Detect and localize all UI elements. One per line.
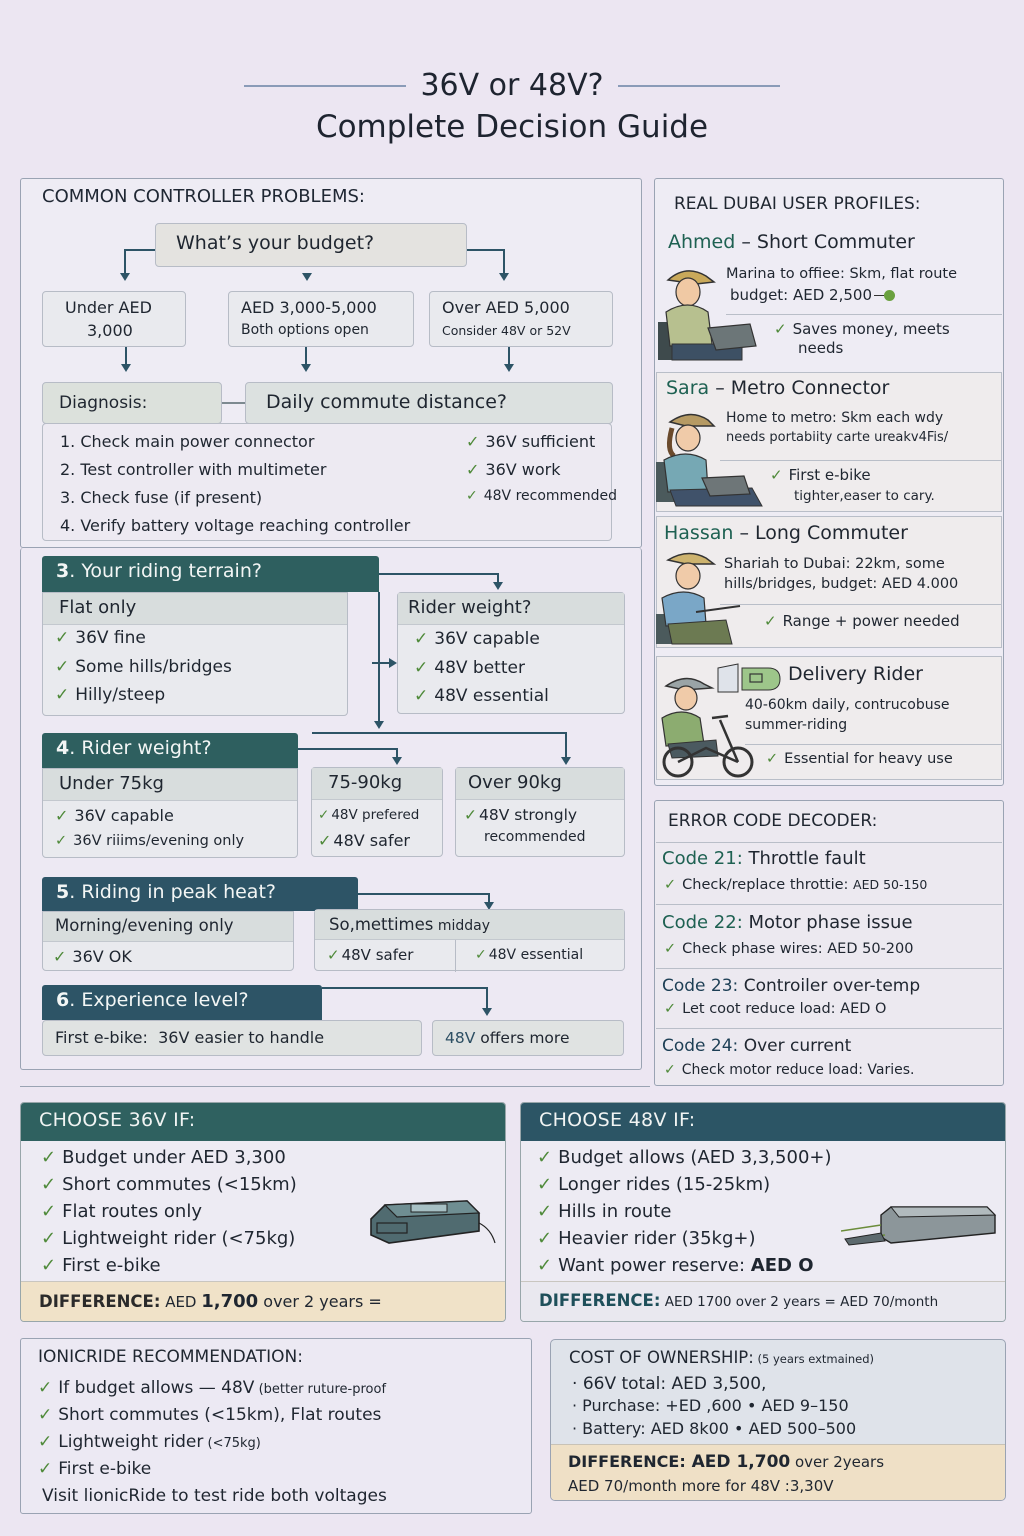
weight-item xyxy=(318,807,419,823)
choose-item-text: Budget under AED 3,300 xyxy=(62,1147,286,1168)
difference-prefix: AED xyxy=(160,1293,202,1311)
heat-item-text: 36V OK xyxy=(72,947,132,966)
controller-problems-heading: COMMON CONTROLLER PROBLEMS: xyxy=(42,186,365,207)
check-icon: ✓ xyxy=(55,657,70,677)
choose-item-text: Short commutes (<15km) xyxy=(62,1174,297,1195)
error-fix-text: Check phase wires: AED 50-200 xyxy=(682,941,914,957)
check-icon: ✓ xyxy=(55,806,69,825)
check-icon: ✓ xyxy=(464,806,477,824)
weight-75-90-box xyxy=(311,767,443,857)
title-rule-left xyxy=(244,85,406,87)
error-code-fix xyxy=(664,877,927,893)
commute-result-text: 36V sufficient xyxy=(485,432,596,451)
error-code-fix xyxy=(664,1062,914,1078)
subbox-item xyxy=(414,686,549,706)
recommendation-heading: IONICRIDE RECOMMENDATION: xyxy=(38,1347,303,1367)
experience-text xyxy=(55,1028,324,1047)
choose-36v-card xyxy=(20,1102,506,1322)
error-code-title xyxy=(662,1036,851,1056)
profile-role: – Short Commuter xyxy=(735,231,915,253)
connector xyxy=(305,347,307,365)
cost-diff-amount: AED 1,700 xyxy=(685,1452,791,1472)
connector xyxy=(565,732,567,758)
weight-item-text: 36V capable xyxy=(74,806,174,825)
question-6-header xyxy=(42,985,322,1020)
title-line2: Complete Decision Guide xyxy=(315,109,709,145)
error-fix-text: Let coot reduce load: AED O xyxy=(682,1001,887,1017)
diagnosis-label: Diagnosis: xyxy=(59,393,148,413)
check-icon: ✓ xyxy=(664,877,677,893)
check-icon: ✓ xyxy=(41,1201,57,1222)
profile-title xyxy=(664,522,908,544)
recommendation-item-text: First e-bike xyxy=(58,1459,152,1479)
arrow-down-icon xyxy=(561,757,571,765)
arrow-down-icon xyxy=(302,273,312,281)
commute-result xyxy=(466,432,595,451)
choose-48v-heading: CHOOSE 48V IF: xyxy=(521,1103,1005,1141)
check-icon: ✓ xyxy=(414,686,429,706)
arrow-down-icon xyxy=(392,757,402,765)
cost-difference xyxy=(568,1452,884,1472)
weight-item-text: 36V riiims/evening only xyxy=(73,833,245,849)
check-icon: ✓ xyxy=(766,751,779,767)
check-icon: ✓ xyxy=(53,947,67,966)
profile-role: – Metro Connector xyxy=(709,377,890,399)
check-icon: ✓ xyxy=(318,831,332,850)
error-code-title xyxy=(662,976,920,996)
question-5-header xyxy=(42,877,358,911)
choose-item-text: Budget allows (AED 3,3,500+) xyxy=(558,1147,832,1168)
check-icon: ✓ xyxy=(664,941,677,957)
recommendation-item xyxy=(38,1378,386,1398)
experience-label: First e-bike: xyxy=(55,1028,148,1047)
question-label: . Rider weight? xyxy=(69,737,212,759)
check-icon: ✓ xyxy=(38,1378,53,1398)
diagnosis-step: 4. Verify battery voltage reaching controller xyxy=(60,516,411,535)
connector xyxy=(312,732,567,734)
arrow-down-icon xyxy=(120,273,130,281)
page-title xyxy=(0,68,1024,145)
cost-bullet-text: Battery: AED 8k00 • AED 500–500 xyxy=(582,1419,857,1438)
budget-option-under-3000 xyxy=(42,291,186,347)
check-icon: ✓ xyxy=(327,946,340,964)
question-number: 5 xyxy=(56,881,70,903)
check-icon: ✓ xyxy=(537,1228,553,1249)
heat-item-text: 48V safer xyxy=(341,946,414,964)
difference-label: DIFFERENCE: xyxy=(39,1292,161,1311)
choose-36v-heading: CHOOSE 36V IF: xyxy=(21,1103,505,1141)
profile-desc: Home to metro: Skm each wdy xyxy=(726,410,944,426)
budget-option-label: Over AED 5,000 xyxy=(442,298,570,317)
budget-option-label: AED 3,000-5,000 xyxy=(241,298,377,317)
budget-question-box xyxy=(155,223,467,267)
error-code-number: Code 21: xyxy=(662,848,743,869)
difference-label: DIFFERENCE: xyxy=(539,1291,661,1310)
profile-role: – Long Commuter xyxy=(733,522,908,544)
profile-name: Hassan xyxy=(664,522,734,544)
cost-heading-text: COST OF OWNERSHIP: xyxy=(569,1348,754,1367)
diagnosis-label-box xyxy=(42,382,222,424)
arrow-down-icon xyxy=(482,1008,492,1016)
profile-result xyxy=(766,751,953,767)
divider xyxy=(656,842,1002,843)
check-icon: ✓ xyxy=(466,488,478,504)
check-icon: ✓ xyxy=(475,947,487,963)
heat-head-part: midday xyxy=(433,918,491,934)
check-icon: ✓ xyxy=(38,1405,53,1425)
error-fix-cost: AED 50-150 xyxy=(853,877,928,892)
recommendation-item xyxy=(38,1405,381,1425)
cost-diff-suffix: over 2years xyxy=(790,1453,885,1471)
choose-36v-item xyxy=(21,1255,505,1282)
weight-over-90-box xyxy=(455,767,625,857)
heat-midday-box xyxy=(314,909,625,971)
error-code-name: Controiler over-temp xyxy=(738,976,921,996)
check-icon: ✓ xyxy=(537,1255,553,1276)
experience-rest: offers more xyxy=(475,1029,570,1047)
connector xyxy=(372,662,390,664)
choose-48v-item xyxy=(521,1174,1005,1201)
cost-monthly: AED 70/month more for 48V :3,30V xyxy=(568,1477,834,1495)
weight-item-text: 48V safer xyxy=(333,831,410,850)
commute-result-text: 36V work xyxy=(485,460,561,479)
subbox-item-text: 48V essential xyxy=(434,686,549,706)
recommendation-item xyxy=(38,1432,261,1452)
connector xyxy=(322,987,488,989)
profiles-heading: REAL DUBAI USER PROFILES: xyxy=(674,194,921,214)
question-3-header xyxy=(42,556,379,592)
weight-head: 75-90kg xyxy=(328,772,403,793)
recommendation-item-main: Lightweight rider xyxy=(58,1432,204,1452)
check-icon: ✓ xyxy=(537,1174,553,1195)
budget-option-note: Consider 48V or 52V xyxy=(442,323,571,338)
divider xyxy=(656,1028,1002,1029)
choose-36v-item xyxy=(21,1147,505,1174)
choose-item-text: Flat routes only xyxy=(62,1201,202,1222)
connector xyxy=(298,748,398,750)
error-code-name: Throttle fault xyxy=(742,848,866,869)
section-divider xyxy=(20,1086,650,1087)
title-rule-right xyxy=(618,85,780,87)
profile-result xyxy=(764,612,960,630)
check-icon: ✓ xyxy=(41,1174,57,1195)
connector xyxy=(486,987,488,1009)
subbox-item xyxy=(414,658,525,678)
heat-item-text: 48V essential xyxy=(488,947,584,963)
commute-result xyxy=(466,488,617,504)
check-icon: ✓ xyxy=(537,1201,553,1222)
terrain-item xyxy=(55,685,165,705)
subbox-item xyxy=(414,629,540,649)
terrain-item xyxy=(55,657,232,677)
check-icon: ✓ xyxy=(38,1432,53,1452)
weight-head: Under 75kg xyxy=(59,773,164,794)
connector xyxy=(124,249,126,275)
profile-role: Delivery Rider xyxy=(788,663,923,685)
profile-desc: Marina to offiee: Skm, flat route xyxy=(726,266,958,282)
budget-option-3000-5000 xyxy=(228,291,414,347)
terrain-item-text: 36V fine xyxy=(75,628,146,648)
commute-result-text: 48V recommended xyxy=(483,488,618,504)
divider xyxy=(720,460,1002,461)
cost-bullet: · Purchase: +ED ,600 • AED 9–150 xyxy=(572,1396,849,1415)
cost-bullet: · Battery: AED 8k00 • AED 500–500 xyxy=(572,1419,857,1438)
question-number: 4 xyxy=(56,737,70,759)
heat-morning-box xyxy=(42,911,294,971)
diagnosis-step: 3. Check fuse (if present) xyxy=(60,488,263,507)
diagnosis-step: 2. Test controller with multimeter xyxy=(60,460,327,479)
check-icon: ✓ xyxy=(764,612,777,630)
profile-result-text: tighter,easer to cary. xyxy=(794,488,935,504)
profile-name: Sara xyxy=(666,377,710,399)
connector xyxy=(222,402,246,404)
question-label: . Riding in peak heat? xyxy=(69,881,276,903)
experience-first-ebike-box xyxy=(42,1020,422,1056)
subbox-item-text: 36V capable xyxy=(434,629,540,649)
error-code-fix xyxy=(664,1001,886,1017)
arrow-down-icon xyxy=(374,721,384,729)
budget-option-over-5000 xyxy=(429,291,613,347)
error-code-name: Motor phase issue xyxy=(742,912,913,933)
difference-suffix: over 2 years = xyxy=(258,1292,382,1311)
profile-desc: needs portabiity carte ureakv4Fis/ xyxy=(726,430,949,445)
profile-result-text: needs xyxy=(798,339,844,357)
terrain-item xyxy=(55,628,146,648)
budget-option-label: Under AED xyxy=(65,298,152,317)
controller-48v-icon xyxy=(841,1203,1001,1251)
profile-desc: Shariah to Dubai: 22km, some xyxy=(724,556,945,572)
recommendation-item-main: If budget allows — 48V xyxy=(58,1378,255,1398)
cost-diff-label: DIFFERENCE: xyxy=(568,1452,686,1471)
recommendation-footer-link[interactable]: Visit lionicRide to test ride both voltages xyxy=(42,1486,387,1506)
divider xyxy=(656,904,1002,905)
check-icon: ✓ xyxy=(770,466,783,484)
arrow-down-icon xyxy=(301,364,311,372)
error-code-number: Code 22: xyxy=(662,912,743,933)
error-fix-text: Check/replace throttie: xyxy=(682,877,854,893)
arrow-right-icon xyxy=(389,658,397,668)
connector xyxy=(124,249,155,251)
experience-48v-box xyxy=(432,1020,624,1056)
weight-item xyxy=(318,831,410,850)
difference-amount: 1,700 xyxy=(201,1291,259,1312)
check-icon: ✓ xyxy=(664,1001,677,1017)
profile-result-text: First e-bike xyxy=(788,466,871,484)
weight-item xyxy=(464,806,577,824)
choose-36v-difference xyxy=(21,1281,505,1321)
coin-icon xyxy=(874,295,884,296)
error-heading: ERROR CODE DECODER: xyxy=(668,811,878,831)
profile-result xyxy=(774,320,950,338)
profile-result-text: Range + power needed xyxy=(782,612,960,630)
profile-desc: hills/bridges, budget: AED 4.000 xyxy=(724,576,959,592)
check-icon: ✓ xyxy=(318,807,330,823)
recommendation-item-text: Short commutes (<15km), Flat routes xyxy=(58,1405,382,1425)
choose-item-text: First e-bike xyxy=(62,1255,161,1276)
check-icon: ✓ xyxy=(537,1147,553,1168)
profile-result-text: Saves money, meets xyxy=(792,320,950,338)
weight-item xyxy=(55,833,244,849)
experience-strong: 48V xyxy=(445,1029,476,1047)
terrain-head: Flat only xyxy=(59,597,137,618)
error-code-title xyxy=(662,848,866,869)
terrain-item-text: Some hills/bridges xyxy=(75,657,232,677)
profile-title xyxy=(666,377,889,399)
divider xyxy=(656,968,1002,969)
diagnosis-step: 1. Check main power connector xyxy=(60,432,315,451)
choose-48v-item xyxy=(521,1147,1005,1174)
check-icon: ✓ xyxy=(41,1255,57,1276)
profile-title xyxy=(668,231,915,253)
choose-item-strong: AED O xyxy=(750,1255,814,1276)
question-number: 6 xyxy=(56,989,70,1011)
connector xyxy=(379,573,499,575)
cost-heading-note: (5 years extmained) xyxy=(753,1352,875,1366)
arrow-down-icon xyxy=(493,582,503,590)
connector xyxy=(508,347,510,365)
rider-weight-subbox xyxy=(397,592,625,714)
choose-item-text: Want power reserve: xyxy=(558,1255,751,1276)
terrain-flat-box xyxy=(42,592,348,716)
check-icon: ✓ xyxy=(466,460,480,479)
heat-item xyxy=(327,946,413,964)
arrow-down-icon xyxy=(121,364,131,372)
arrow-down-icon xyxy=(499,273,509,281)
connector xyxy=(503,249,505,275)
heat-item xyxy=(53,947,132,966)
experience-value: 36V easier to handle xyxy=(158,1028,325,1047)
subbox-item-text: 48V better xyxy=(434,658,525,678)
commute-question-box xyxy=(245,382,613,424)
connector xyxy=(378,592,380,722)
profile-result xyxy=(770,466,871,484)
profile-desc: summer-riding xyxy=(745,717,848,733)
choose-item-text: Hills in route xyxy=(558,1201,672,1222)
arrow-down-icon xyxy=(504,364,514,372)
difference-text: AED 1700 over 2 years = AED 70/month xyxy=(660,1294,939,1310)
cost-bullet: · 66V total: AED 3,500, xyxy=(572,1374,767,1394)
question-label: . Experience level? xyxy=(69,989,249,1011)
profile-result-text: Essential for heavy use xyxy=(784,751,953,767)
check-icon: ✓ xyxy=(41,1147,57,1168)
check-icon: ✓ xyxy=(55,685,70,705)
cost-bullet-text: 66V total: AED 3,500, xyxy=(582,1374,767,1394)
check-icon: ✓ xyxy=(38,1459,53,1479)
budget-option-note: Both options open xyxy=(241,322,369,338)
choose-48v-card xyxy=(520,1102,1006,1322)
error-code-number: Code 23: xyxy=(662,976,739,996)
heat-head-part: So,mettimes xyxy=(329,915,434,934)
check-icon: ✓ xyxy=(414,658,429,678)
check-icon: ✓ xyxy=(41,1228,57,1249)
cost-bullet-text: Purchase: +ED ,600 • AED 9–150 xyxy=(582,1396,849,1415)
check-icon: ✓ xyxy=(466,432,480,451)
check-icon: ✓ xyxy=(55,833,68,849)
weight-item xyxy=(55,806,174,825)
budget-option-value: 3,000 xyxy=(87,321,133,340)
choose-item-text: Longer rides (15-25km) xyxy=(558,1174,771,1195)
check-icon: ✓ xyxy=(55,628,70,648)
check-icon: ✓ xyxy=(414,629,429,649)
check-icon: ✓ xyxy=(664,1062,676,1078)
choose-item-text: Heavier rider (35kg+) xyxy=(558,1228,756,1249)
heat-head xyxy=(329,915,490,934)
divider xyxy=(745,744,1002,745)
question-number: 3 xyxy=(56,560,70,582)
heat-head: Morning/evening only xyxy=(55,916,234,935)
terrain-item-text: Hilly/steep xyxy=(75,685,166,705)
commute-result xyxy=(466,460,561,479)
profile-title xyxy=(788,663,923,685)
profile-desc-text: budget: AED 2,500 xyxy=(730,286,873,304)
weight-item-text: 48V strongly xyxy=(479,806,578,824)
profile-desc xyxy=(730,286,895,304)
divider xyxy=(726,314,1002,315)
choose-item-text: Lightweight rider (<75kg) xyxy=(62,1228,296,1249)
subbox-head: Rider weight? xyxy=(408,597,532,618)
weight-item-text: 48V prefered xyxy=(331,807,420,823)
weight-item-text: recommended xyxy=(484,829,586,845)
connector xyxy=(125,347,127,365)
error-fix-text: Check motor reduce load: Varies. xyxy=(681,1062,915,1078)
experience-text xyxy=(445,1029,569,1047)
error-code-name: Over current xyxy=(738,1036,852,1056)
cost-heading xyxy=(569,1348,874,1367)
budget-question: What’s your budget? xyxy=(176,232,375,254)
profile-name: Ahmed xyxy=(668,231,736,253)
commute-question: Daily commute distance? xyxy=(266,391,508,413)
coin-icon xyxy=(884,290,895,301)
battery-36v-icon xyxy=(367,1195,499,1255)
choose-48v-difference xyxy=(521,1281,1005,1321)
divider xyxy=(720,604,1002,605)
title-line1: 36V or 48V? xyxy=(420,68,604,103)
question-label: . Your riding terrain? xyxy=(69,560,262,582)
recommendation-item-note: (<75kg) xyxy=(203,1436,261,1451)
recommendation-item-note: (better ruture-proof xyxy=(254,1382,387,1397)
error-code-title xyxy=(662,912,913,933)
error-code-fix xyxy=(664,941,913,957)
heat-item xyxy=(475,947,583,963)
connector xyxy=(467,249,505,251)
check-icon: ✓ xyxy=(774,320,787,338)
weight-head: Over 90kg xyxy=(468,772,562,793)
weight-under-75-box xyxy=(42,768,298,858)
question-4-header xyxy=(42,733,298,768)
connector xyxy=(358,893,490,895)
profile-desc: 40-60km daily, contrucobuse xyxy=(745,697,950,713)
recommendation-item xyxy=(38,1459,151,1479)
error-code-number: Code 24: xyxy=(662,1036,739,1056)
choose-48v-item xyxy=(521,1255,1005,1282)
